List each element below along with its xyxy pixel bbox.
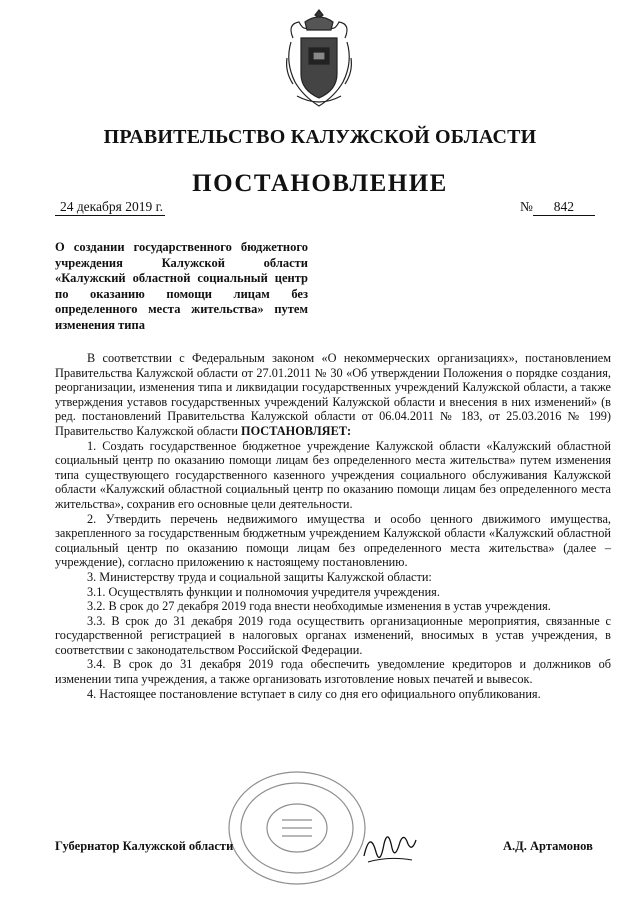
official-stamp-seal xyxy=(222,768,372,888)
paragraph-4: 4. Настоящее постановление вступает в силу со дня его официального опубликования. xyxy=(87,686,541,701)
paragraph-3: 3. Министерству труда и социальной защиты Калужской области: xyxy=(87,569,432,584)
coat-of-arms-emblem xyxy=(283,8,355,112)
preamble-paragraph xyxy=(55,351,611,439)
government-title: ПРАВИТЕЛЬСТВО КАЛУЖСКОЙ ОБЛАСТИ xyxy=(103,126,537,148)
paragraph-3-3: 3.3. В срок до 31 декабря 2019 года осуществить организационные мероприятия, связанные с государственной регистрацией в налоговых органах изменений, вносимых в устав учреждения, в соответствии с законодательством Российской Федерации. xyxy=(55,613,611,657)
paragraph-3-4: 3.4. В срок до 31 декабря 2019 года обеспечить уведомление кредиторов и должников об изменении типа учреждения, а также организовать изготовление новых печатей и вывесок. xyxy=(55,657,611,687)
document-body xyxy=(55,351,611,701)
paragraph-3-1: 3.1. Осуществлять функции и полномочия учредителя учреждения. xyxy=(87,584,440,599)
document-date xyxy=(55,199,165,216)
paragraph-3-2: 3.2. В срок до 27 декабря 2019 года внести необходимые изменения в устав учреждения. xyxy=(87,599,551,614)
number-label: № xyxy=(520,199,533,214)
signatory-name: А.Д. Артамонов xyxy=(503,839,593,853)
decree-word: ПОСТАНОВЛЯЕТ: xyxy=(241,423,352,438)
paragraph-2: 2. Утвердить перечень недвижимого имущества и особо ценного движимого имущества, закрепленного за государственным бюджетным учреждением Калужской области «Калужский областной социальный центр по оказанию помощи лицам без определенного места жительства» (далее – учреждение), согласно приложению к настоящему постановлению. xyxy=(55,511,611,570)
number-value: 842 xyxy=(533,199,595,216)
preamble-text: В соответствии с Федеральным законом «О некоммерческих организациях», постановлением Правительства Калужской области от 27.01.2011 № 30 «Об утверждении Положения о порядке создания, реорганизации, изменения типа и ликвидации государственных учреждений Калужской области, а также утверждения уставов государственных учреждений Калужской области и внесения в них изменений» (в ред. постановлений Правительства Калужской области от 06.04.2011 № 183, от 25.03.2016 № 199) Правительство Калужской области xyxy=(55,351,611,438)
document-type: ПОСТАНОВЛЕНИЕ xyxy=(192,170,448,197)
paragraph-1: 1. Создать государственное бюджетное учреждение Калужской области «Калужский областной социальный центр по оказанию помощи лицам без определенного места жительства» путем изменения типа существующего государственного казенного учреждения социального обслуживания Калужской области «Калужский областной социальный центр по оказанию помощи лицам без определенного места жительства», сохранив его основные цели деятельности. xyxy=(55,438,611,511)
handwritten-signature xyxy=(360,826,420,870)
document-number xyxy=(520,199,595,216)
signatory-position: Губернатор Калужской области xyxy=(55,839,234,853)
document-subject: О создании государственного бюджетного учреждения Калужской области «Калужский областной социальный центр по оказанию помощи лицам без определенного места жительства» путем изменения типа xyxy=(55,240,308,332)
date-value: 24 декабря 2019 г. xyxy=(55,199,165,216)
